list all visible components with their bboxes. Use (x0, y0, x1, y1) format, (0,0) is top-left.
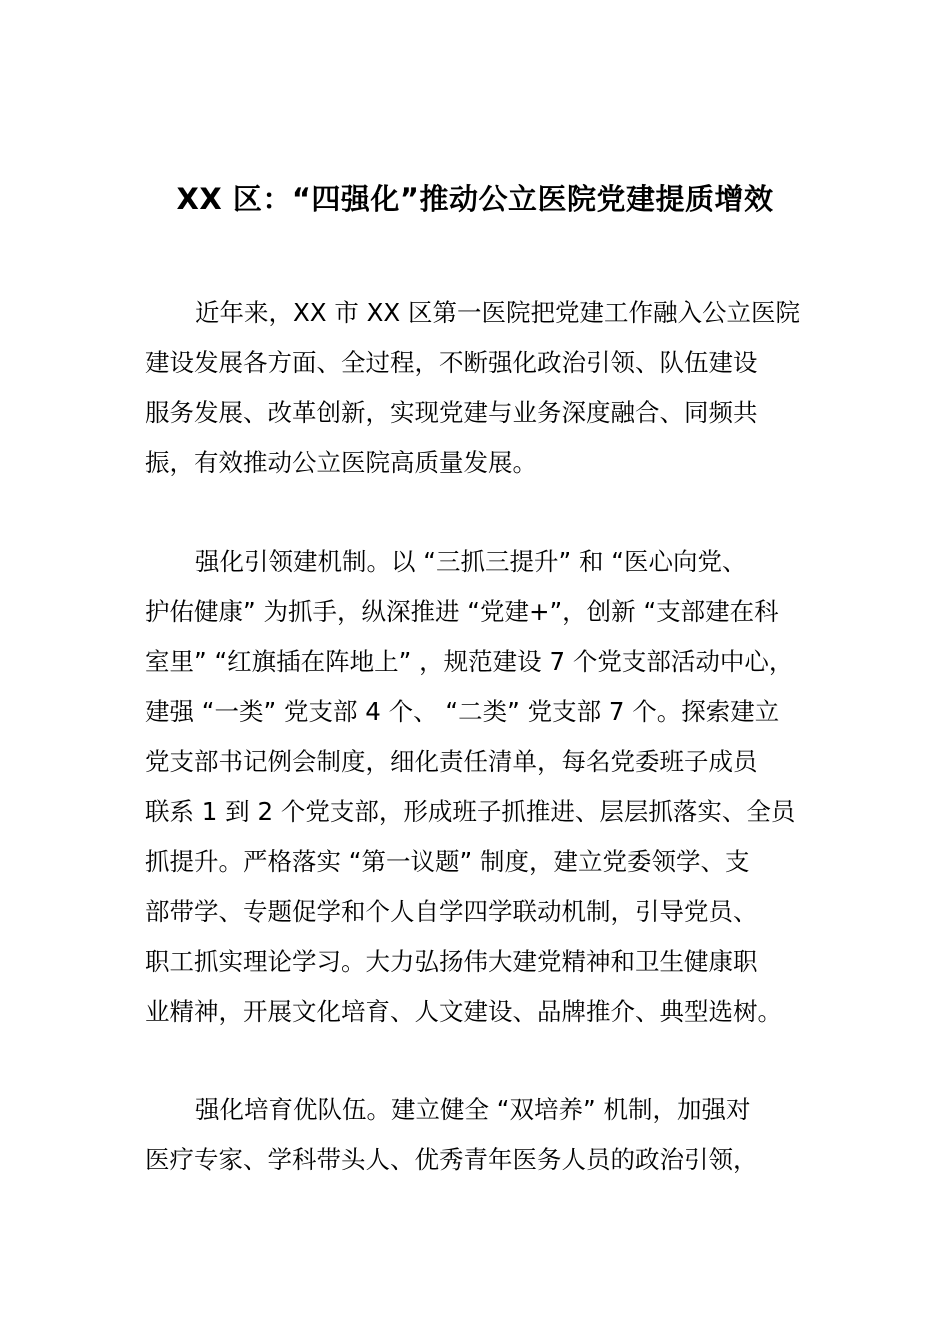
paragraph-line: 服务发展、改革创新，实现党建与业务深度融合、同频共 (145, 398, 758, 427)
paragraph-line: 医疗专家、学科带头人、优秀青年医务人员的政治引领， (145, 1145, 758, 1174)
paragraph-line: 强化引领建机制。以 “三抓三提升” 和 “医心向党、 (195, 547, 747, 576)
paragraph-line: 护佑健康” 为抓手，纵深推进 “党建+”，创新 “支部建在科 (145, 597, 779, 626)
paragraph-line: 强化培育优队伍。建立健全 “双培养” 机制，加强对 (195, 1095, 751, 1124)
paragraph-line: 近年来，XX 市 XX 区第一医院把党建工作融入公立医院 (195, 298, 800, 327)
document-title: XX 区：“四强化”推动公立医院党建提质增效 (176, 182, 774, 217)
paragraph-line: 业精神，开展文化培育、人文建设、品牌推介、典型选树。 (145, 997, 782, 1026)
paragraph-mechanism (145, 537, 835, 1037)
paragraph-intro (145, 288, 835, 488)
paragraph-line: 职工抓实理论学习。大力弘扬伟大建党精神和卫生健康职 (145, 947, 758, 976)
paragraph-line: 党支部书记例会制度，细化责任清单，每名党委班子成员 (145, 747, 758, 776)
paragraph-line: 室里” “红旗插在阵地上” ，规范建设 7 个党支部活动中心， (145, 647, 794, 676)
paragraph-line: 联系 1 到 2 个党支部，形成班子抓推进、层层抓落实、全员 (145, 797, 796, 826)
paragraph-team (145, 1085, 835, 1185)
paragraph-line: 振，有效推动公立医院高质量发展。 (145, 448, 537, 477)
paragraph-line: 建强 “一类” 党支部 4 个、 “二类” 党支部 7 个。探索建立 (145, 697, 780, 726)
paragraph-line: 建设发展各方面、全过程，不断强化政治引领、队伍建设 (145, 348, 758, 377)
paragraph-line: 抓提升。严格落实 “第一议题” 制度，建立党委领学、支 (145, 847, 750, 876)
paragraph-line: 部带学、专题促学和个人自学四学联动机制，引导党员、 (145, 897, 758, 926)
